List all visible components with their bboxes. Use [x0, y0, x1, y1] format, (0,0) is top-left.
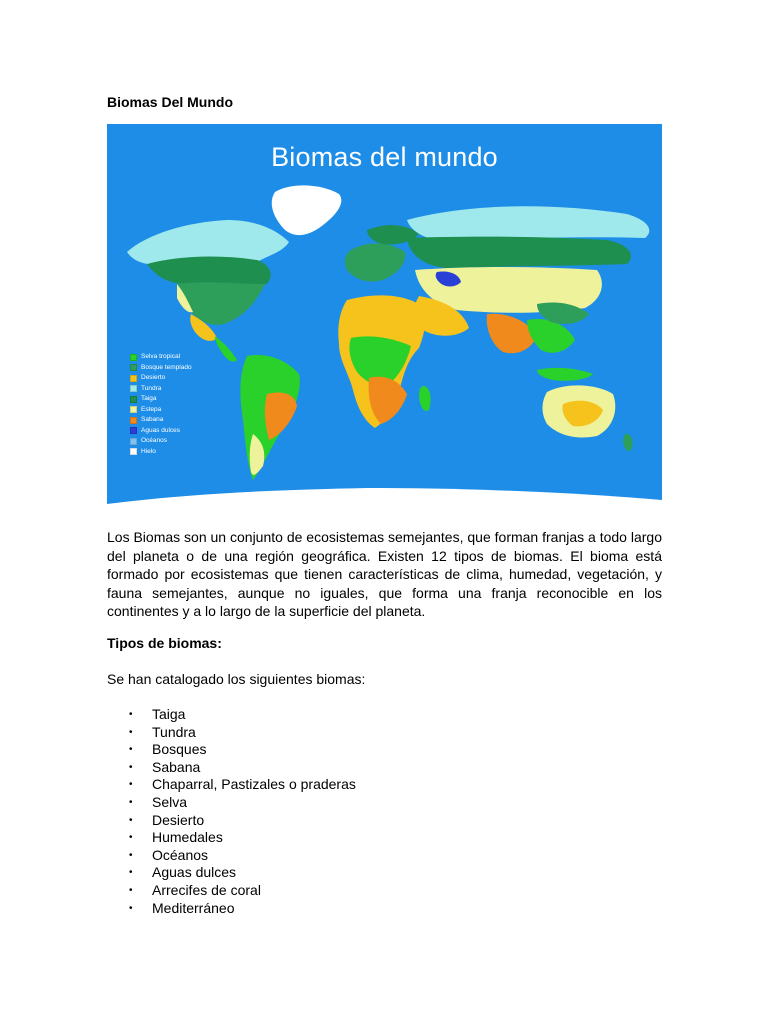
list-item	[107, 706, 356, 724]
legend-item	[130, 363, 192, 374]
list-item-text: Humedales	[152, 829, 223, 846]
legend-swatch	[130, 448, 137, 455]
list-item-text: Sabana	[152, 758, 201, 775]
legend-item	[130, 415, 192, 426]
legend-label: Océanos	[141, 437, 168, 444]
list-item	[107, 900, 356, 918]
map-title: Biomas del mundo	[271, 142, 498, 172]
list-item-text: Selva	[152, 793, 188, 810]
list-item-text: Taiga	[152, 706, 186, 722]
legend-swatch	[130, 385, 137, 392]
legend-item	[130, 394, 192, 405]
bullet: •	[129, 709, 133, 720]
legend-item	[130, 373, 192, 384]
legend-label: Selva tropical	[141, 353, 181, 360]
list-item	[107, 741, 356, 759]
list-intro: Se han catalogado los siguientes biomas:	[107, 671, 366, 687]
list-item-text: Mediterráneo	[152, 899, 235, 916]
legend-swatch	[130, 427, 137, 434]
intro-paragraph: Los Biomas son un conjunto de ecosistemas semejantes, que forman franjas a todo largo del planeta o de una región geográfica. Existen 12 tipos de biomas. El bioma está formado por ecosistemas que tienen características de clima, humedad, vegetación, y fauna semejantes, aunque no iguales, que forma una franja reconocible en los continentes y a lo largo de la superficie del planeta.	[107, 529, 662, 620]
list-item	[107, 812, 356, 830]
legend-swatch	[130, 396, 137, 403]
document-heading: Biomas Del Mundo	[107, 94, 234, 110]
biomes-list	[107, 706, 356, 917]
list-item-text: Chaparral, Pastizales o praderas	[152, 776, 356, 793]
list-item	[107, 864, 356, 882]
bullet: •	[129, 902, 133, 914]
bullet: •	[129, 832, 133, 844]
legend-swatch	[130, 438, 137, 445]
list-item-text: Océanos	[152, 846, 209, 863]
legend-label: Desierto	[141, 374, 166, 381]
legend-label: Bosque templado	[141, 363, 192, 371]
legend-swatch	[130, 406, 137, 413]
bullet: •	[129, 779, 133, 791]
legend-label: Tundra	[141, 384, 162, 392]
legend-item	[130, 426, 192, 437]
list-item-text: Aguas dulces	[152, 864, 237, 881]
bullet: •	[129, 867, 133, 879]
legend-label: Sabana	[141, 416, 164, 423]
bullet: •	[129, 761, 133, 773]
legend-item	[130, 447, 192, 458]
list-item	[107, 847, 356, 865]
bullet: •	[129, 744, 133, 756]
legend-label: Taiga	[141, 395, 157, 402]
map-legend	[130, 352, 192, 457]
list-item-text: Arrecifes de coral	[152, 881, 261, 898]
legend-label: Hielo	[141, 447, 156, 455]
legend-swatch	[130, 417, 137, 424]
legend-item	[130, 384, 192, 395]
biomes-world-map	[107, 124, 662, 507]
bullet: •	[129, 814, 133, 826]
bullet: •	[129, 726, 133, 738]
list-item	[107, 776, 356, 794]
list-item	[107, 794, 356, 812]
list-item-text: Desierto	[152, 811, 205, 828]
legend-swatch	[130, 364, 137, 371]
list-item	[107, 759, 356, 777]
legend-swatch	[130, 375, 137, 382]
legend-item	[130, 436, 192, 447]
legend-label: Estepa	[141, 405, 162, 413]
legend-item	[130, 405, 192, 416]
list-item	[107, 882, 356, 900]
legend-item	[130, 352, 192, 363]
list-item	[107, 724, 356, 742]
bullet: •	[129, 884, 133, 896]
list-item	[107, 829, 356, 847]
legend-label: Aguas dulces	[141, 426, 181, 434]
bullet: •	[129, 796, 133, 808]
legend-swatch	[130, 354, 137, 361]
list-item-text: Bosques	[152, 741, 207, 758]
bullet: •	[129, 849, 133, 861]
subheading: Tipos de biomas:	[107, 635, 222, 651]
list-item-text: Tundra	[152, 723, 196, 740]
